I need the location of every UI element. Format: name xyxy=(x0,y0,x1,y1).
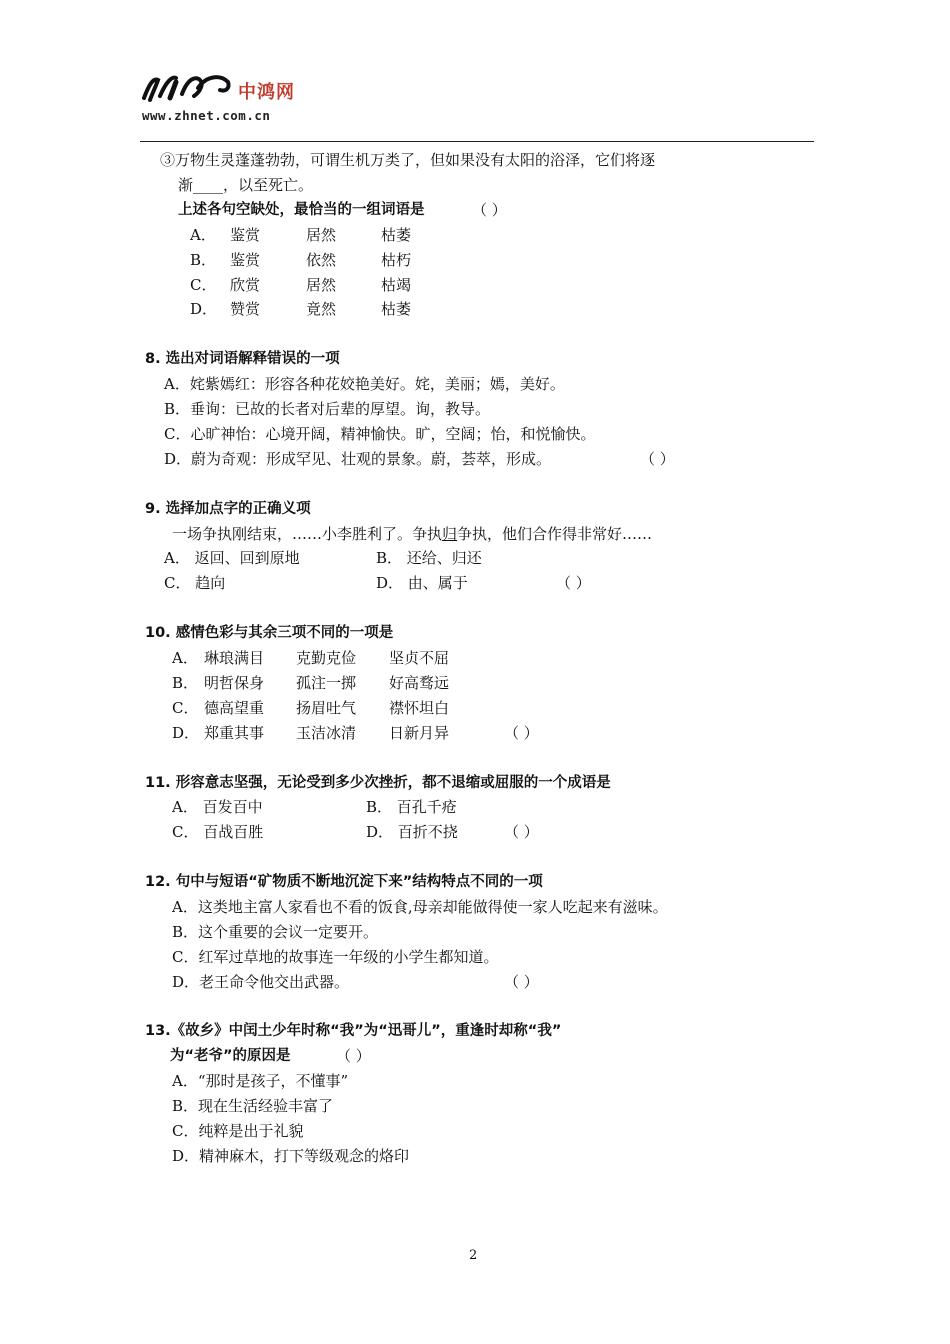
q9-marked-char: 归 xyxy=(442,525,458,543)
q11-answer-paren: （ ） xyxy=(504,823,539,841)
q13-option-a: A．“那时是孩子，不懂事” xyxy=(172,1072,349,1090)
site-header xyxy=(140,62,820,144)
q13-answer-paren: （ ） xyxy=(336,1047,371,1065)
q13-title-line1: 13.《故乡》中闰土少年时称“我”为“迅哥儿”，重逢时却称“我” xyxy=(145,1023,562,1039)
q12-option-a: A．这类地主富人家看也不看的饭食,母亲却能做得使一家人吃起来有滋味。 xyxy=(172,898,668,916)
calligraphy-logo-icon xyxy=(140,68,232,104)
q7-prompt: 上述各句空缺处，最恰当的一组词语是 xyxy=(178,202,425,218)
q8-option-a: A．姹紫嫣红：形容各种花姣艳美好。姹，美丽；嫣，美好。 xyxy=(164,375,565,393)
q7-answer-paren: （ ） xyxy=(472,201,507,219)
q9-option-c: C． 趋向 xyxy=(164,574,226,592)
logo-url: www.zhnet.com.cn xyxy=(142,108,271,123)
page-number: 2 xyxy=(469,1248,478,1263)
q12-option-d: D．老王命令他交出武器。 xyxy=(172,973,350,991)
q13-title-line2: 为“老爷”的原因是 xyxy=(170,1048,291,1064)
q8-option-c: C．心旷神怡：心境开阔，精神愉快。旷，空阔；怡，和悦愉快。 xyxy=(164,425,596,443)
q13-option-d: D．精神麻木，打下等级观念的烙印 xyxy=(172,1147,410,1165)
q11-option-c: C． 百战百胜 xyxy=(172,823,264,841)
q8-option-d: D．蔚为奇观：形成罕见、壮观的景象。蔚，荟萃，形成。 xyxy=(164,450,552,468)
q12-title: 12. 句中与短语“矿物质不断地沉淀下来”结构特点不同的一项 xyxy=(145,874,543,890)
q9-option-a: A． 返回、回到原地 xyxy=(164,549,300,567)
q9-option-b: B． 还给、归还 xyxy=(376,549,482,567)
q11-option-a: A． 百发百中 xyxy=(172,798,263,816)
q8-answer-paren: （ ） xyxy=(640,450,675,468)
header-divider xyxy=(140,141,814,142)
q12-answer-paren: （ ） xyxy=(504,973,539,991)
q7-item3-line1: ③万物生灵蓬蓬勃勃，可谓生机万类了，但如果没有太阳的浴泽，它们将逐 xyxy=(160,151,656,169)
q9-option-d: D． 由、属于 xyxy=(376,574,468,592)
q7-item3-line2: 渐____，以至死亡。 xyxy=(178,176,314,194)
q13-option-c: C．纯粹是出于礼貌 xyxy=(172,1122,304,1140)
q11-option-d: D． 百折不挠 xyxy=(366,823,458,841)
q8-title: 8. 选出对词语解释错误的一项 xyxy=(145,351,340,367)
q9-answer-paren: （ ） xyxy=(556,574,591,592)
q11-title: 11. 形容意志坚强，无论受到多少次挫折，都不退缩或屈服的一个成语是 xyxy=(145,775,611,791)
q12-option-b: B．这个重要的会议一定要开。 xyxy=(172,923,379,941)
q10-title: 10. 感情色彩与其余三项不同的一项是 xyxy=(145,625,394,641)
q9-title: 9. 选择加点字的正确义项 xyxy=(145,501,311,517)
q8-option-b: B．垂询：已故的长者对后辈的厚望。询，教导。 xyxy=(164,400,491,418)
q13-option-b: B．现在生活经验丰富了 xyxy=(172,1097,334,1115)
q9-sentence: 一场争执刚结束，……小李胜利了。争执归争执，他们合作得非常好…… xyxy=(172,525,653,543)
logo-name: 中鸿网 xyxy=(238,82,295,103)
q12-option-c: C．红军过草地的故事连一年级的小学生都知道。 xyxy=(172,948,499,966)
q11-option-b: B． 百孔千疮 xyxy=(366,798,457,816)
q10-answer-paren: （ ） xyxy=(504,724,539,742)
